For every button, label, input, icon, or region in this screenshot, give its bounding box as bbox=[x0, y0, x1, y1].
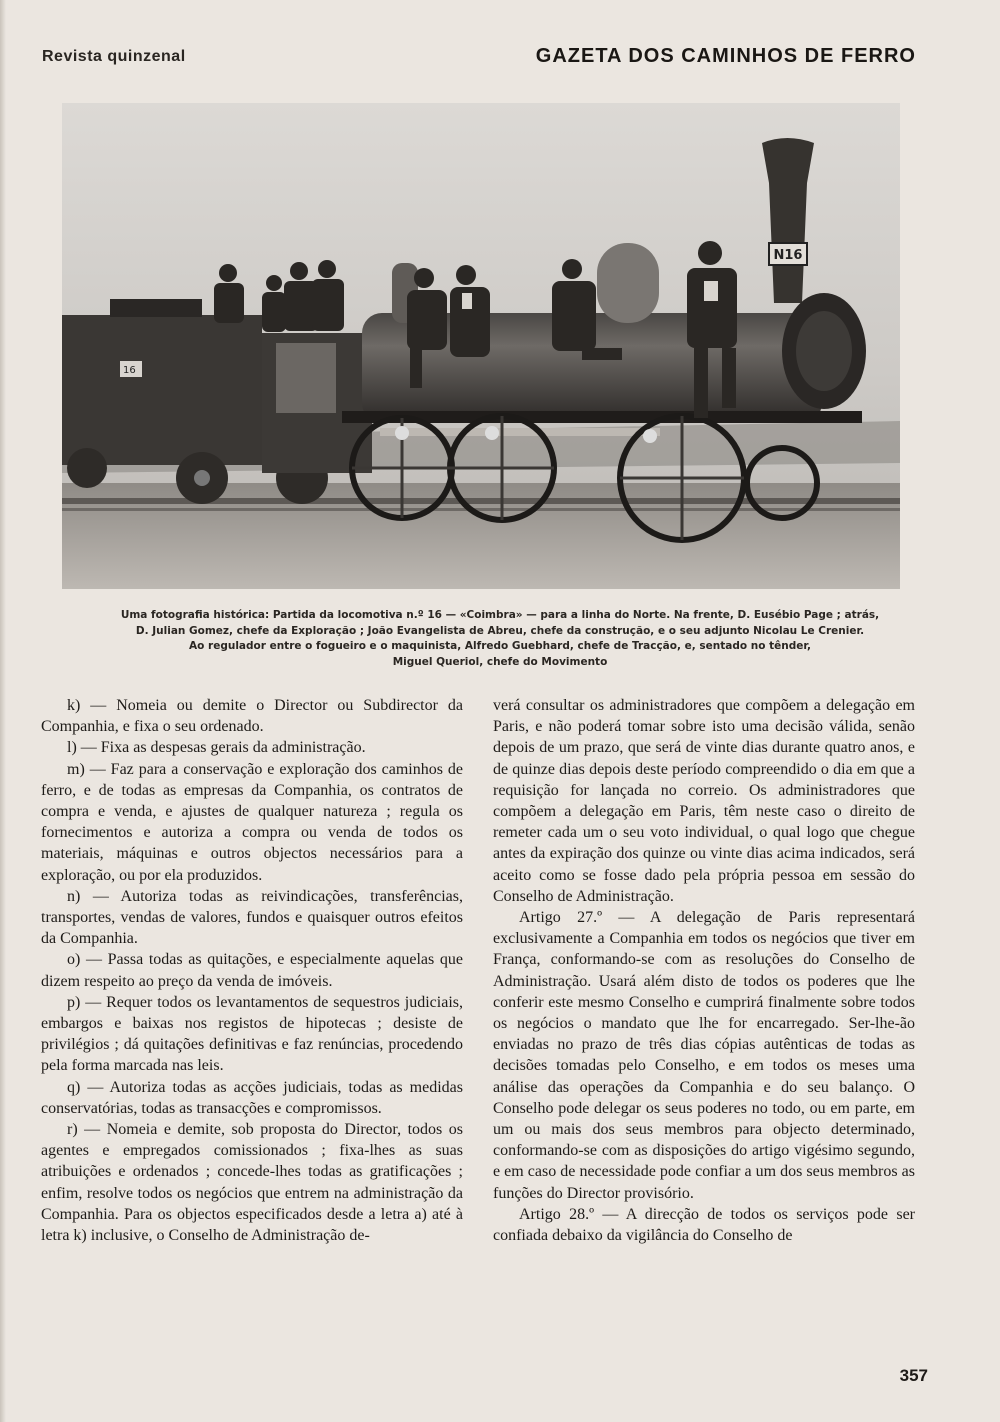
caption-line: Uma fotografia histórica: Partida da locomotiva n.º 16 — «Coimbra» — para a linha do Norte. Na frente, D. Eusébio Page ; atrás, bbox=[120, 609, 880, 621]
article-paragraph: Artigo 28.º — A direcção de todos os serviços pode ser confiada debaixo da vigilância do Conselho de bbox=[493, 1205, 915, 1245]
article-paragraph: q) — Autoriza todas as acções judiciais, todas as medidas conservatórias, todas as transacções e compromissos. bbox=[41, 1078, 463, 1117]
header-publication-title: GAZETA DOS CAMINHOS DE FERRO bbox=[535, 45, 916, 67]
article-paragraph: l) — Fixa as despesas gerais da administração. bbox=[67, 739, 366, 757]
locomotive-number-plate: N16 bbox=[773, 248, 803, 263]
article-paragraph: verá consultar os administradores que compõem a delegação em Paris, e não poderá tomar sobre isto uma decisão válida, senão depois de um prazo, que será de vinte dias durante quatro anos, e de quinze dias depois deste período compreendido o dia em que a requisição for lançada no correio. Os administradores que compõem a delegação em Paris, têm neste caso o direito de remeter cada um o seu voto individual, o qual logo que chegue antes da expiração dos quinze ou vinte dias acima indicados, será aceito como se fosse dado pela própria pessoa em sessão do Conselho de Administração. bbox=[493, 697, 915, 905]
article-paragraph: m) — Faz para a conservação e exploração dos caminhos de ferro, e de todas as empresas da Companhia, os contratos de compra e venda, e ajustes de qualquer natureza ; regula os fornecimentos e autoriza a compra ou venda de todos os materiais, máquinas e outros objectos necessários para a exploração, ou por ela produzidos. bbox=[41, 760, 463, 884]
article-paragraph: p) — Requer todos os levantamentos de sequestros judiciais, embargos e baixas nos registos de hipotecas ; desiste de privilégios ; dá quitações definitivas e faz renúncias, procedendo pela forma marcada nas leis. bbox=[41, 993, 463, 1075]
caption-line: Miguel Queriol, chefe do Movimento bbox=[392, 655, 608, 668]
header-periodicity: Revista quinzenal bbox=[42, 48, 186, 65]
article-paragraph: o) — Passa todas as quitações, e especialmente aquelas que dizem respeito ao preço da venda de imóveis. bbox=[41, 951, 463, 990]
article-paragraph: k) — Nomeia ou demite o Director ou Subdirector da Companhia, e fixa o seu ordenado. bbox=[41, 697, 463, 736]
historic-locomotive-photo bbox=[62, 103, 900, 589]
caption-line: Ao regulador entre o fogueiro e o maquinista, Alfredo Guebhard, chefe de Tracção, e, sentado no tênder, bbox=[189, 640, 811, 652]
right-text-column bbox=[493, 695, 915, 1246]
article-paragraph: r) — Nomeia e demite, sob proposta do Director, todos os agentes e empregados comissionados ; fixa-lhes as suas atribuições e ordenados ; concede-lhes todas as gratificações ; enfim, resolve todos os negócios que entrem na administração da Companhia. Para os objectos especificados desde a letra a) até à letra k) inclusive, o Conselho de Administração de- bbox=[41, 1121, 463, 1245]
locomotive-illustration bbox=[62, 103, 900, 589]
page-edge-shadow bbox=[0, 0, 6, 1422]
left-text-column bbox=[41, 695, 463, 1246]
article-paragraph: n) — Autoriza todas as reivindicações, transferências, transportes, vendas de valores, fundos e quaisquer outros efeitos da Companhia. bbox=[41, 887, 463, 948]
svg-text:16: 16 bbox=[123, 365, 136, 376]
photo-caption bbox=[90, 608, 910, 670]
caption-line: D. Julian Gomez, chefe da Exploração ; João Evangelista de Abreu, chefe da construção, e o seu adjunto Nicolau Le Crenier. bbox=[135, 624, 865, 637]
article-paragraph: Artigo 27.º — A delegação de Paris representará exclusivamente a Companhia em todos os negócios que tiver em França, conformando-se com as resoluções do Conselho de Administração. Usará além disto de todos os poderes que lhe conferir este mesmo Conselho e cumprirá finalmente sobre todos os negócios o mandato que lhe for encarregado. Ser-lhe-ão enviadas no prazo de três dias cópias autênticas de todas as decisões tomadas pelo Conselho, e em todos os meses uma análise das operações da Companhia e do seu balanço. O Conselho pode delegar os seus poderes no todo, ou em parte, em um ou mais dos seus membros para objecto determinado, conformando-se com as disposições do artigo vigésimo segundo, e em caso de necessidade pode confiar a um dos seus membros as funções do Director provisório. bbox=[493, 909, 915, 1202]
page-number: 357 bbox=[899, 1366, 928, 1385]
